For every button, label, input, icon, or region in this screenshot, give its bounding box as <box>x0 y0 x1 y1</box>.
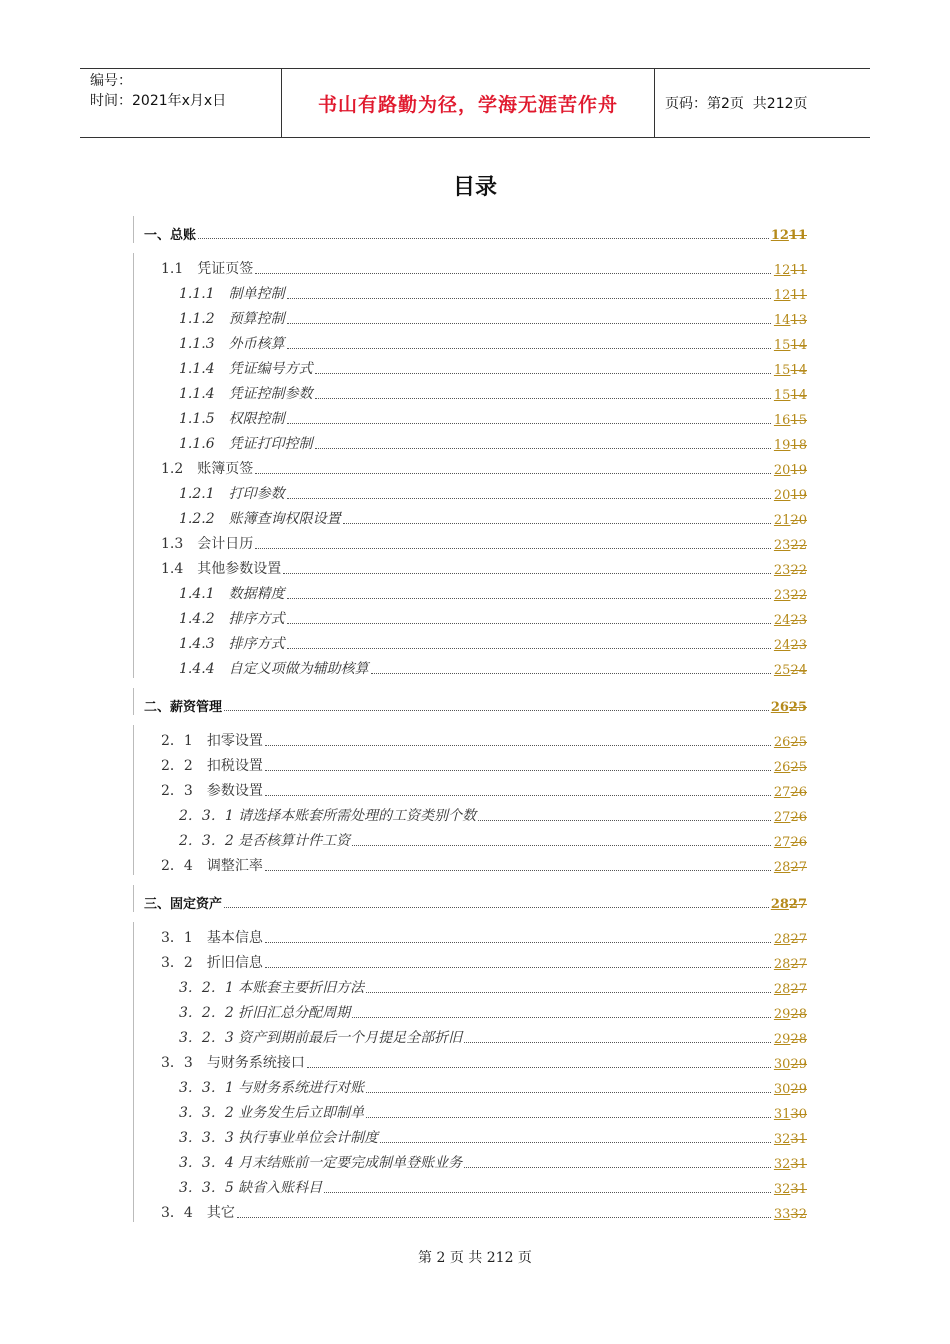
dot-leader <box>352 844 771 846</box>
dot-leader <box>283 572 771 574</box>
toc-subsubsection-entry[interactable] <box>134 1022 813 1047</box>
page-number-old-struck: 32 <box>790 1207 807 1222</box>
toc-entry-label: 2．4 调整汇率 <box>161 858 263 874</box>
toc-subsubsection-entry[interactable] <box>134 303 813 328</box>
page-number-new: 15 <box>773 363 791 378</box>
toc-subsubsection-entry[interactable] <box>134 1147 813 1172</box>
toc-entry-label: 1.3 会计日历 <box>161 536 254 552</box>
toc-subsection-entry[interactable] <box>134 453 813 478</box>
page-number-new: 33 <box>773 1207 791 1222</box>
toc-page-number[interactable] <box>773 1007 813 1022</box>
toc-entry-label: 一、总账 <box>144 228 197 243</box>
dot-leader <box>255 472 771 474</box>
page-number-new: 28 <box>773 982 791 997</box>
header-motto: 书山有路勤为径，学海无涯苦作舟 <box>282 69 655 137</box>
dot-leader <box>315 372 771 374</box>
page-number-new: 24 <box>773 613 791 628</box>
toc-page-number[interactable] <box>773 957 813 972</box>
toc-page-number[interactable] <box>773 735 813 750</box>
toc-entry-label: 2．3．1 请选择本账套所需处理的工资类别个数 <box>179 808 477 824</box>
toc-subsection-entry[interactable] <box>134 553 813 578</box>
toc-subsubsection-entry[interactable] <box>134 503 813 528</box>
page-number-old-struck: 11 <box>790 288 807 303</box>
toc-entry-label: 2．3．2 是否核算计件工资 <box>179 833 351 849</box>
toc-subsubsection-entry[interactable] <box>134 353 813 378</box>
page-number-old-struck: 27 <box>790 860 807 875</box>
page-number-old-struck: 29 <box>790 1082 807 1097</box>
toc-subsubsection-entry[interactable] <box>134 997 813 1022</box>
toc-subsubsection-entry[interactable] <box>134 603 813 628</box>
page-number-new: 26 <box>770 700 789 715</box>
toc-entry-label: 3．1 基本信息 <box>161 930 263 946</box>
toc-entry-label: 3．3．1 与财务系统进行对账 <box>179 1080 365 1096</box>
toc-page-number[interactable] <box>773 785 813 800</box>
dot-leader <box>287 597 771 599</box>
dot-leader <box>307 1066 771 1068</box>
toc-page-number[interactable] <box>773 1032 813 1047</box>
toc-entry-label: 1.1.4 凭证控制参数 <box>179 386 313 402</box>
toc-entry-label: 1.2.1 打印参数 <box>179 486 285 502</box>
toc-page-number[interactable] <box>773 488 813 503</box>
dot-leader <box>464 1166 771 1168</box>
toc-section-heading-block <box>133 216 813 243</box>
dot-leader <box>287 322 771 324</box>
page-number-old-struck: 22 <box>790 538 807 553</box>
toc-entry-label: 1.4 其他参数设置 <box>161 561 282 577</box>
toc-entry-label: 3．2．3 资产到期前最后一个月提足全部折旧 <box>179 1030 463 1046</box>
toc-page-number[interactable] <box>773 538 813 553</box>
page-number-old-struck: 14 <box>790 363 807 378</box>
toc-page-number[interactable] <box>773 613 813 628</box>
toc-section-heading-block <box>133 885 813 912</box>
page-number-new: 32 <box>773 1132 791 1147</box>
page-number-new: 29 <box>773 1007 791 1022</box>
toc-page-number[interactable] <box>773 363 813 378</box>
toc-entry-label: 3．4 其它 <box>161 1205 235 1221</box>
toc-page-number[interactable] <box>773 338 813 353</box>
dot-leader <box>315 447 771 449</box>
page-number-old-struck: 31 <box>790 1182 807 1197</box>
dot-leader <box>315 397 771 399</box>
toc-page-number[interactable] <box>773 313 813 328</box>
toc-entry-label: 3．3．4 月末结账前一定要完成制单登账业务 <box>179 1155 463 1171</box>
toc-entry-label: 1.4.3 排序方式 <box>179 636 285 652</box>
dot-leader <box>265 869 771 871</box>
dot-leader <box>265 744 771 746</box>
page-info-text: 页码：第2页 共212页 <box>665 96 808 112</box>
dot-leader <box>343 522 771 524</box>
page-number-new: 27 <box>773 785 791 800</box>
toc-page-number[interactable] <box>773 388 813 403</box>
dot-leader <box>287 297 771 299</box>
toc-entry-label: 二、薪资管理 <box>144 700 223 715</box>
dot-leader <box>265 794 771 796</box>
toc-section-items <box>133 253 813 678</box>
toc-page-number[interactable] <box>771 897 813 912</box>
toc-subsection-entry[interactable] <box>134 1197 813 1222</box>
page-number-old-struck: 30 <box>790 1107 807 1122</box>
dot-leader <box>224 709 769 711</box>
toc-entry-label: 3．3．3 执行事业单位会计制度 <box>179 1130 379 1146</box>
page-number-old-struck: 25 <box>788 700 807 715</box>
toc-entry-label: 3．2．2 折旧汇总分配周期 <box>179 1005 351 1021</box>
toc-entry-label: 2．1 扣零设置 <box>161 733 263 749</box>
dot-leader <box>255 272 771 274</box>
page-number-new: 15 <box>773 338 791 353</box>
page-number-old-struck: 26 <box>790 810 807 825</box>
toc-page-number[interactable] <box>773 810 813 825</box>
toc-subsubsection-entry[interactable] <box>134 428 813 453</box>
toc-spacer <box>133 243 813 253</box>
toc-subsubsection-entry[interactable] <box>134 972 813 997</box>
toc-page-number[interactable] <box>773 1082 813 1097</box>
page-number-old-struck: 19 <box>790 463 807 478</box>
toc-entry-label: 1.1.2 预算控制 <box>179 311 285 327</box>
toc-page-number[interactable] <box>773 982 813 997</box>
toc-entry-label: 3．2 折旧信息 <box>161 955 263 971</box>
page-number-old-struck: 22 <box>790 563 807 578</box>
page-number-old-struck: 25 <box>790 735 807 750</box>
toc-page-number[interactable] <box>773 263 813 278</box>
toc-subsubsection-entry[interactable] <box>134 328 813 353</box>
toc-subsubsection-entry[interactable] <box>134 403 813 428</box>
dot-leader <box>198 237 769 239</box>
toc-section-items <box>133 725 813 875</box>
dot-leader <box>237 1216 771 1218</box>
toc-section-heading[interactable] <box>134 216 813 243</box>
toc-page-number[interactable] <box>773 563 813 578</box>
toc-spacer <box>133 875 813 885</box>
page-number-old-struck: 27 <box>790 982 807 997</box>
page-number-new: 24 <box>773 638 791 653</box>
page-number-new: 32 <box>773 1182 791 1197</box>
page-number-old-struck: 18 <box>790 438 807 453</box>
toc-page-number[interactable] <box>773 1207 813 1222</box>
toc-page-number[interactable] <box>773 932 813 947</box>
toc-section-heading-block <box>133 688 813 715</box>
page-number-new: 23 <box>773 563 791 578</box>
toc-page-number[interactable] <box>773 413 813 428</box>
dot-leader <box>265 966 771 968</box>
toc-page-number[interactable] <box>771 700 813 715</box>
toc-page-number[interactable] <box>773 638 813 653</box>
page-number-new: 12 <box>773 263 791 278</box>
page-number-old-struck: 11 <box>788 228 807 243</box>
toc-entry-label: 3．2．1 本账套主要折旧方法 <box>179 980 365 996</box>
page-number-new: 31 <box>773 1107 791 1122</box>
toc-subsection-entry[interactable] <box>134 750 813 775</box>
page-number-new: 29 <box>773 1032 791 1047</box>
page-number-new: 23 <box>773 588 791 603</box>
page-number-old-struck: 15 <box>790 413 807 428</box>
dot-leader <box>324 1191 771 1193</box>
dot-leader <box>287 347 771 349</box>
toc-entry-label: 1.1.6 凭证打印控制 <box>179 436 313 452</box>
header-page-info <box>655 69 870 137</box>
toc-subsubsection-entry[interactable] <box>134 628 813 653</box>
toc-subsubsection-entry[interactable] <box>134 1172 813 1197</box>
toc-subsubsection-entry[interactable] <box>134 653 813 678</box>
page-number-new: 28 <box>773 932 791 947</box>
dot-leader <box>380 1141 771 1143</box>
header-meta <box>80 69 282 137</box>
page-number-new: 12 <box>773 288 791 303</box>
toc-entry-label: 1.1.1 制单控制 <box>179 286 285 302</box>
dot-leader <box>478 819 771 821</box>
page-number-new: 26 <box>773 760 791 775</box>
page-number-new: 32 <box>773 1157 791 1172</box>
dot-leader <box>255 547 771 549</box>
toc-entry-label: 2．3 参数设置 <box>161 783 263 799</box>
page-number-new: 25 <box>773 663 791 678</box>
page-number-old-struck: 27 <box>790 932 807 947</box>
toc-page-number[interactable] <box>773 1157 813 1172</box>
page-number-new: 28 <box>770 897 789 912</box>
toc-page-number[interactable] <box>773 663 813 678</box>
toc-subsection-entry[interactable] <box>134 947 813 972</box>
toc-subsubsection-entry[interactable] <box>134 1072 813 1097</box>
dot-leader <box>287 497 771 499</box>
toc-entry-label: 2．2 扣税设置 <box>161 758 263 774</box>
toc-entry-label: 1.1.5 权限控制 <box>179 411 285 427</box>
page-number-old-struck: 27 <box>788 897 807 912</box>
toc-spacer <box>133 912 813 922</box>
page-number-new: 19 <box>773 438 791 453</box>
page-number-new: 23 <box>773 538 791 553</box>
toc-subsubsection-entry[interactable] <box>134 800 813 825</box>
page-number-old-struck: 24 <box>790 663 807 678</box>
toc-subsubsection-entry[interactable] <box>134 578 813 603</box>
toc-page-number[interactable] <box>773 588 813 603</box>
dot-leader <box>464 1041 771 1043</box>
toc-entry-label: 1.4.2 排序方式 <box>179 611 285 627</box>
page-number-old-struck: 23 <box>790 613 807 628</box>
dot-leader <box>287 422 771 424</box>
toc-subsection-entry[interactable] <box>134 725 813 750</box>
toc-page-number[interactable] <box>773 1182 813 1197</box>
page-number-old-struck: 11 <box>790 263 807 278</box>
toc-page-number[interactable] <box>773 1057 813 1072</box>
toc-spacer <box>133 678 813 688</box>
page-number-old-struck: 23 <box>790 638 807 653</box>
toc-entry-label: 1.2 账簿页签 <box>161 461 254 477</box>
page-number-new: 30 <box>773 1057 791 1072</box>
toc-section-items <box>133 922 813 1222</box>
page-number-old-struck: 14 <box>790 338 807 353</box>
dot-leader <box>371 672 771 674</box>
toc-subsubsection-entry[interactable] <box>134 1122 813 1147</box>
page-number-new: 27 <box>773 810 791 825</box>
page-number-old-struck: 28 <box>790 1007 807 1022</box>
page-number-old-struck: 14 <box>790 388 807 403</box>
page-number-old-struck: 19 <box>790 488 807 503</box>
toc-page-number[interactable] <box>773 1132 813 1147</box>
page-number-old-struck: 25 <box>790 760 807 775</box>
page-number-old-struck: 13 <box>790 313 807 328</box>
dot-leader <box>352 1016 771 1018</box>
toc-entry-label: 1.1 凭证页签 <box>161 261 254 277</box>
page-number-new: 20 <box>773 488 791 503</box>
toc-subsubsection-entry[interactable] <box>134 378 813 403</box>
dot-leader <box>265 769 771 771</box>
toc-subsubsection-entry[interactable] <box>134 1097 813 1122</box>
table-of-contents <box>133 216 813 1222</box>
toc-subsection-entry[interactable] <box>134 922 813 947</box>
page-number-new: 21 <box>773 513 791 528</box>
page-number-new: 15 <box>773 388 791 403</box>
dot-leader <box>366 1091 771 1093</box>
toc-page-number[interactable] <box>773 463 813 478</box>
page-footer: 第 2 页 共 212 页 <box>418 1250 532 1266</box>
toc-entry-label: 三、固定资产 <box>144 897 223 912</box>
dot-leader <box>366 991 771 993</box>
toc-subsection-entry[interactable] <box>134 528 813 553</box>
toc-page-number[interactable] <box>773 860 813 875</box>
toc-page-number[interactable] <box>771 228 813 243</box>
toc-page-number[interactable] <box>773 760 813 775</box>
page-number-new: 27 <box>773 835 791 850</box>
dot-leader <box>287 647 771 649</box>
toc-entry-label: 1.1.3 外币核算 <box>179 336 285 352</box>
dot-leader <box>224 906 769 908</box>
toc-entry-label: 3．3．5 缺省入账科目 <box>179 1180 323 1196</box>
toc-subsection-entry[interactable] <box>134 253 813 278</box>
time-label: 时间：2021年x月x日 <box>90 93 227 109</box>
toc-subsubsection-entry[interactable] <box>134 278 813 303</box>
toc-page-number[interactable] <box>773 1107 813 1122</box>
page-number-new: 12 <box>770 228 789 243</box>
document-header <box>80 68 870 138</box>
page-number-new: 26 <box>773 735 791 750</box>
toc-subsection-entry[interactable] <box>134 1047 813 1072</box>
page-number-old-struck: 29 <box>790 1057 807 1072</box>
toc-section-heading[interactable] <box>134 688 813 715</box>
toc-entry-label: 3．3 与财务系统接口 <box>161 1055 305 1071</box>
toc-entry-label: 1.1.4 凭证编号方式 <box>179 361 313 377</box>
toc-page-number[interactable] <box>773 288 813 303</box>
page-number-new: 28 <box>773 957 791 972</box>
page-number-old-struck: 31 <box>790 1157 807 1172</box>
number-label: 编号： <box>90 73 132 89</box>
toc-subsubsection-entry[interactable] <box>134 825 813 850</box>
toc-subsection-entry[interactable] <box>134 775 813 800</box>
toc-subsection-entry[interactable] <box>134 850 813 875</box>
page-number-new: 20 <box>773 463 791 478</box>
page-number-old-struck: 22 <box>790 588 807 603</box>
page-number-new: 16 <box>773 413 791 428</box>
page-number-new: 30 <box>773 1082 791 1097</box>
dot-leader <box>366 1116 771 1118</box>
toc-section-heading[interactable] <box>134 885 813 912</box>
page-number-old-struck: 26 <box>790 835 807 850</box>
page-number-new: 28 <box>773 860 791 875</box>
toc-entry-label: 1.4.4 自定义项做为辅助核算 <box>179 661 369 677</box>
toc-page-number[interactable] <box>773 835 813 850</box>
toc-entry-label: 3．3．2 业务发生后立即制单 <box>179 1105 365 1121</box>
dot-leader <box>265 941 771 943</box>
toc-page-number[interactable] <box>773 438 813 453</box>
toc-spacer <box>133 715 813 725</box>
page-number-old-struck: 28 <box>790 1032 807 1047</box>
toc-entry-label: 1.2.2 账簿查询权限设置 <box>179 511 341 527</box>
dot-leader <box>287 622 771 624</box>
toc-entry-label: 1.4.1 数据精度 <box>179 586 285 602</box>
page-number-old-struck: 27 <box>790 957 807 972</box>
page-title: 目录 <box>452 175 497 200</box>
page-number-old-struck: 26 <box>790 785 807 800</box>
page-number-new: 14 <box>773 313 791 328</box>
page-number-old-struck: 20 <box>790 513 807 528</box>
toc-subsubsection-entry[interactable] <box>134 478 813 503</box>
page-number-old-struck: 31 <box>790 1132 807 1147</box>
toc-page-number[interactable] <box>773 513 813 528</box>
